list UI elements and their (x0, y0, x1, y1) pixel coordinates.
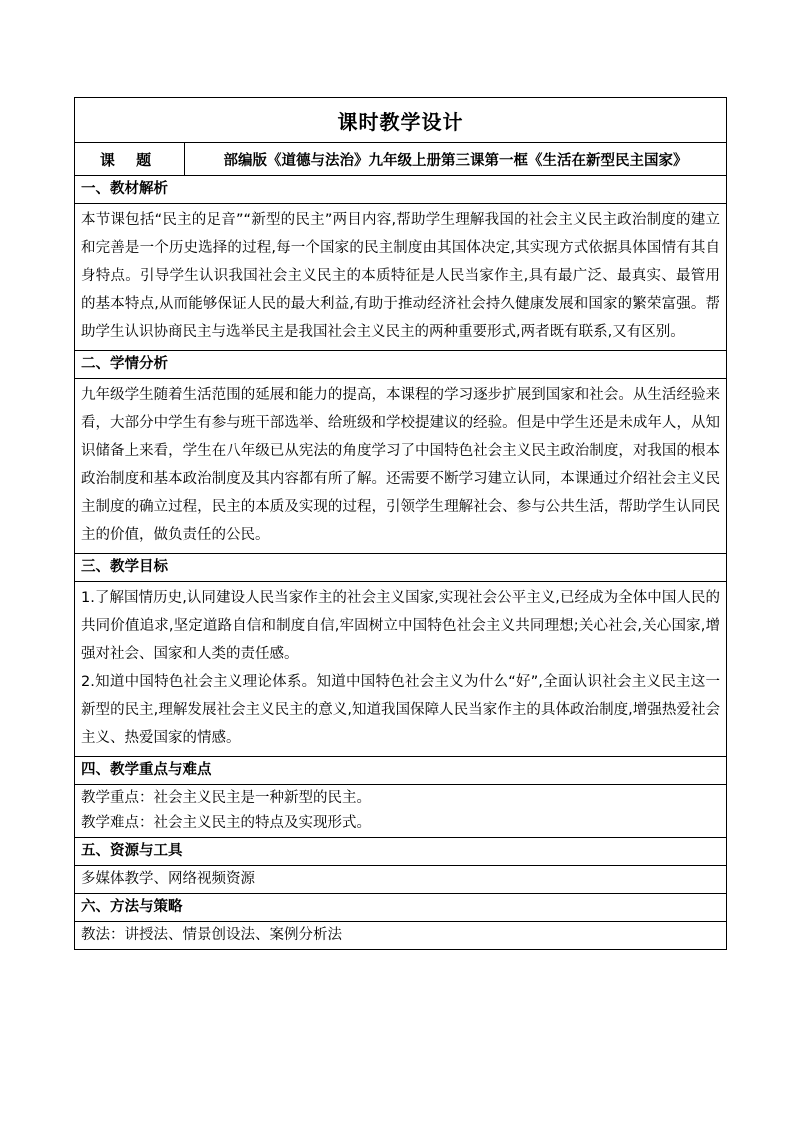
topic-label: 课 题 (75, 143, 185, 175)
paragraph: 教学难点：社会主义民主的特点及实现形式。 (81, 815, 371, 831)
paragraph: 本节课包括“民主的足音”“新型的民主”两目内容,帮助学生理解我国的社会主义民主政治制度的建立和完善是一个历史选择的过程,每一个国家的民主制度由其国体决定,其实现方式依据具体国情有其自身特点。引导学生认识我国社会主义民主的本质特征是人民当家作主,具有最广泛、最真实、最管用的基本特点,从而能够保证人民的最大利益,有助于推动经济社会持久健康发展和国家的繁荣富强。帮助学生认识协商民主与选举民主是我国社会主义民主的两种重要形式,两者既有联系,又有区别。 (81, 212, 720, 340)
section-heading: 六、方法与策略 (75, 894, 726, 922)
paragraph: 2.知道中国特色社会主义理论体系。知道中国特色社会主义为什么“好”,全面认识社会主义民主这一新型的民主,理解发展社会主义民主的意义,知道我国保障人民当家作主的具体政治制度,增强热爱社会主义、热爱国家的情感。 (81, 674, 720, 746)
paragraph: 教法：讲授法、情景创设法、案例分析法 (81, 927, 342, 943)
section-methods (75, 894, 726, 949)
section-body (75, 379, 726, 553)
topic-row (75, 143, 726, 176)
section-heading: 五、资源与工具 (75, 838, 726, 866)
section-heading: 一、教材解析 (75, 176, 726, 204)
paragraph: 九年级学生随着生活范围的延展和能力的提高，本课程的学习逐步扩展到国家和社会。从生活经验来看，大部分中学生有参与班干部选举、给班级和学校提建议的经验。但是中学生还是未成年人，从知识储备上来看，学生在八年级已从宪法的角度学习了中国特色社会主义民主政治制度，对我国的根本政治制度和基本政治制度及其内容都有所了解。还需要不断学习建立认同，本课通过介绍社会主义民主制度的确立过程，民主的本质及实现的过程，引领学生理解社会、参与公共生活，帮助学生认同民主的价值，做负责任的公民。 (81, 387, 720, 543)
section-teaching-goals (75, 554, 726, 757)
section-key-points (75, 757, 726, 838)
section-body (75, 204, 726, 350)
section-textbook-analysis (75, 176, 726, 351)
paragraph: 多媒体教学、网络视频资源 (81, 871, 255, 887)
section-body (75, 582, 726, 756)
section-heading: 四、教学重点与难点 (75, 757, 726, 785)
paragraph: 1.了解国情历史,认同建设人民当家作主的社会主义国家,实现社会公平主义,已经成为全体中国人民的共同价值追求,坚定道路自信和制度自信,牢固树立中国特色社会主义共同理想;关心社会,关心国家,增强对社会、国家和人类的责任感。 (81, 590, 720, 662)
section-heading: 二、学情分析 (75, 351, 726, 379)
section-resources (75, 838, 726, 894)
topic-value: 部编版《道德与法治》九年级上册第三课第一框《生活在新型民主国家》 (223, 151, 688, 169)
document-title: 课时教学设计 (75, 98, 726, 143)
lesson-design-table (74, 97, 727, 950)
section-student-analysis (75, 351, 726, 554)
paragraph: 教学重点：社会主义民主是一种新型的民主。 (81, 790, 371, 806)
section-body (75, 866, 726, 893)
section-heading: 三、教学目标 (75, 554, 726, 582)
section-body (75, 785, 726, 837)
section-body (75, 922, 726, 949)
